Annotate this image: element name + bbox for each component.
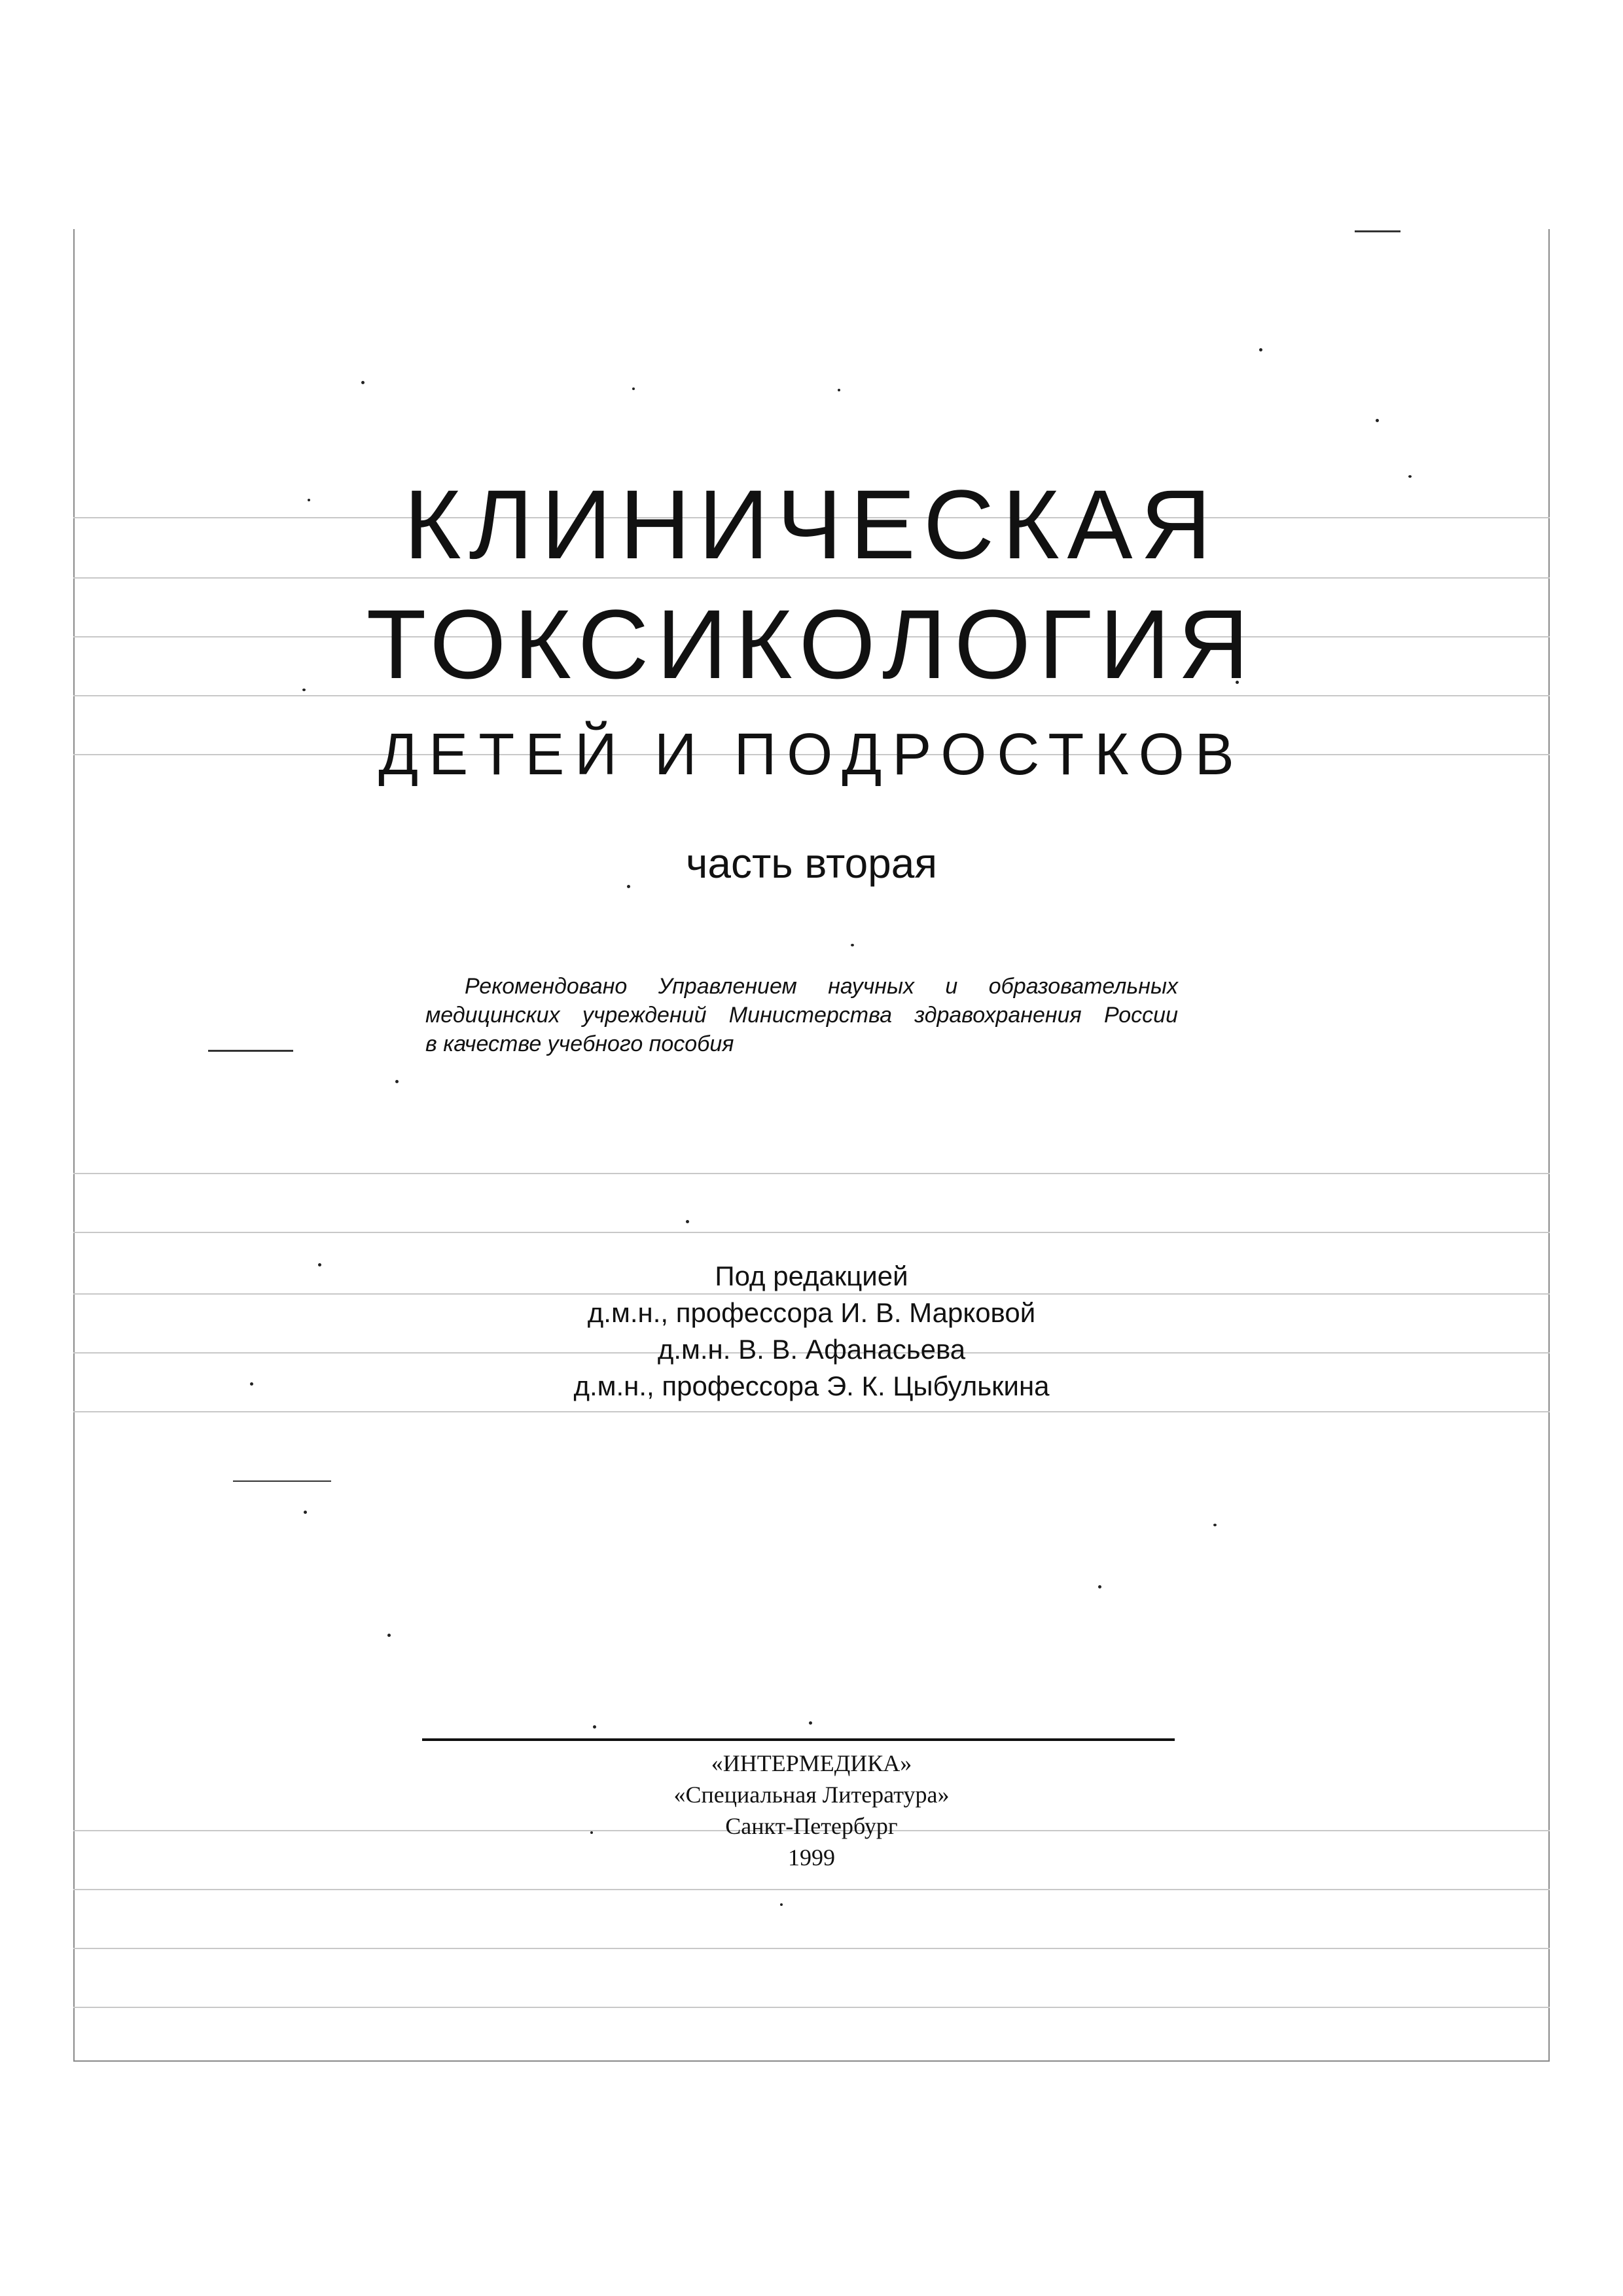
scan-speck	[395, 1080, 399, 1083]
publisher-divider	[422, 1738, 1175, 1741]
scan-speck	[304, 1511, 307, 1514]
scan-rule-line	[73, 1411, 1550, 1412]
scan-speck	[593, 1725, 596, 1729]
recommendation-line-1: Рекомендовано Управлением научных и образовательных	[465, 974, 1178, 999]
scan-speck	[233, 1480, 331, 1482]
scan-speck	[387, 1634, 391, 1637]
scan-speck	[809, 1721, 812, 1725]
scan-speck	[1213, 1524, 1217, 1526]
scan-speck	[1098, 1585, 1101, 1588]
publisher-series: «Специальная Литература»	[673, 1782, 950, 1808]
scan-speck	[1355, 230, 1400, 232]
scan-rule-line	[73, 2007, 1550, 2008]
scan-speck	[780, 1903, 783, 1906]
editor-1: д.м.н., профессора И. В. Марковой	[587, 1297, 1036, 1328]
scan-speck	[686, 1220, 689, 1223]
subtitle: ДЕТЕЙ И ПОДРОСТКОВ	[378, 722, 1245, 787]
scan-rule-line	[73, 1889, 1550, 1890]
scan-speck	[1259, 348, 1262, 351]
title-line-1: КЛИНИЧЕСКАЯ	[404, 469, 1219, 579]
scan-speck	[208, 1050, 293, 1052]
scan-speck	[361, 381, 365, 384]
scan-speck	[851, 944, 854, 946]
scan-rule-line	[73, 1173, 1550, 1174]
scan-speck	[632, 387, 635, 390]
publisher-city: Санкт-Петербург	[725, 1813, 898, 1839]
publisher-name: «ИНТЕРМЕДИКА»	[711, 1750, 912, 1776]
scan-rule-line	[73, 1948, 1550, 1949]
recommendation-line-2: медицинских учреждений Министерства здравохранения России	[425, 1003, 1178, 1028]
publisher-block	[0, 1748, 1623, 1873]
editor-3: д.м.н., профессора Э. К. Цыбулькина	[573, 1371, 1050, 1401]
editors-heading: Под редакцией	[715, 1261, 908, 1291]
recommendation-line-3: в качестве учебного пособия	[425, 1031, 734, 1056]
scan-speck	[838, 389, 840, 391]
part-label: часть вторая	[686, 840, 937, 887]
scan-rule-line	[73, 1232, 1550, 1233]
editor-2: д.м.н. В. В. Афанасьева	[657, 1334, 966, 1365]
title-line-2: ТОКСИКОЛОГИЯ	[366, 589, 1257, 699]
scan-speck	[1376, 419, 1379, 422]
publication-year: 1999	[788, 1844, 835, 1871]
recommendation-note	[425, 972, 1178, 1058]
editors-block	[0, 1258, 1623, 1405]
